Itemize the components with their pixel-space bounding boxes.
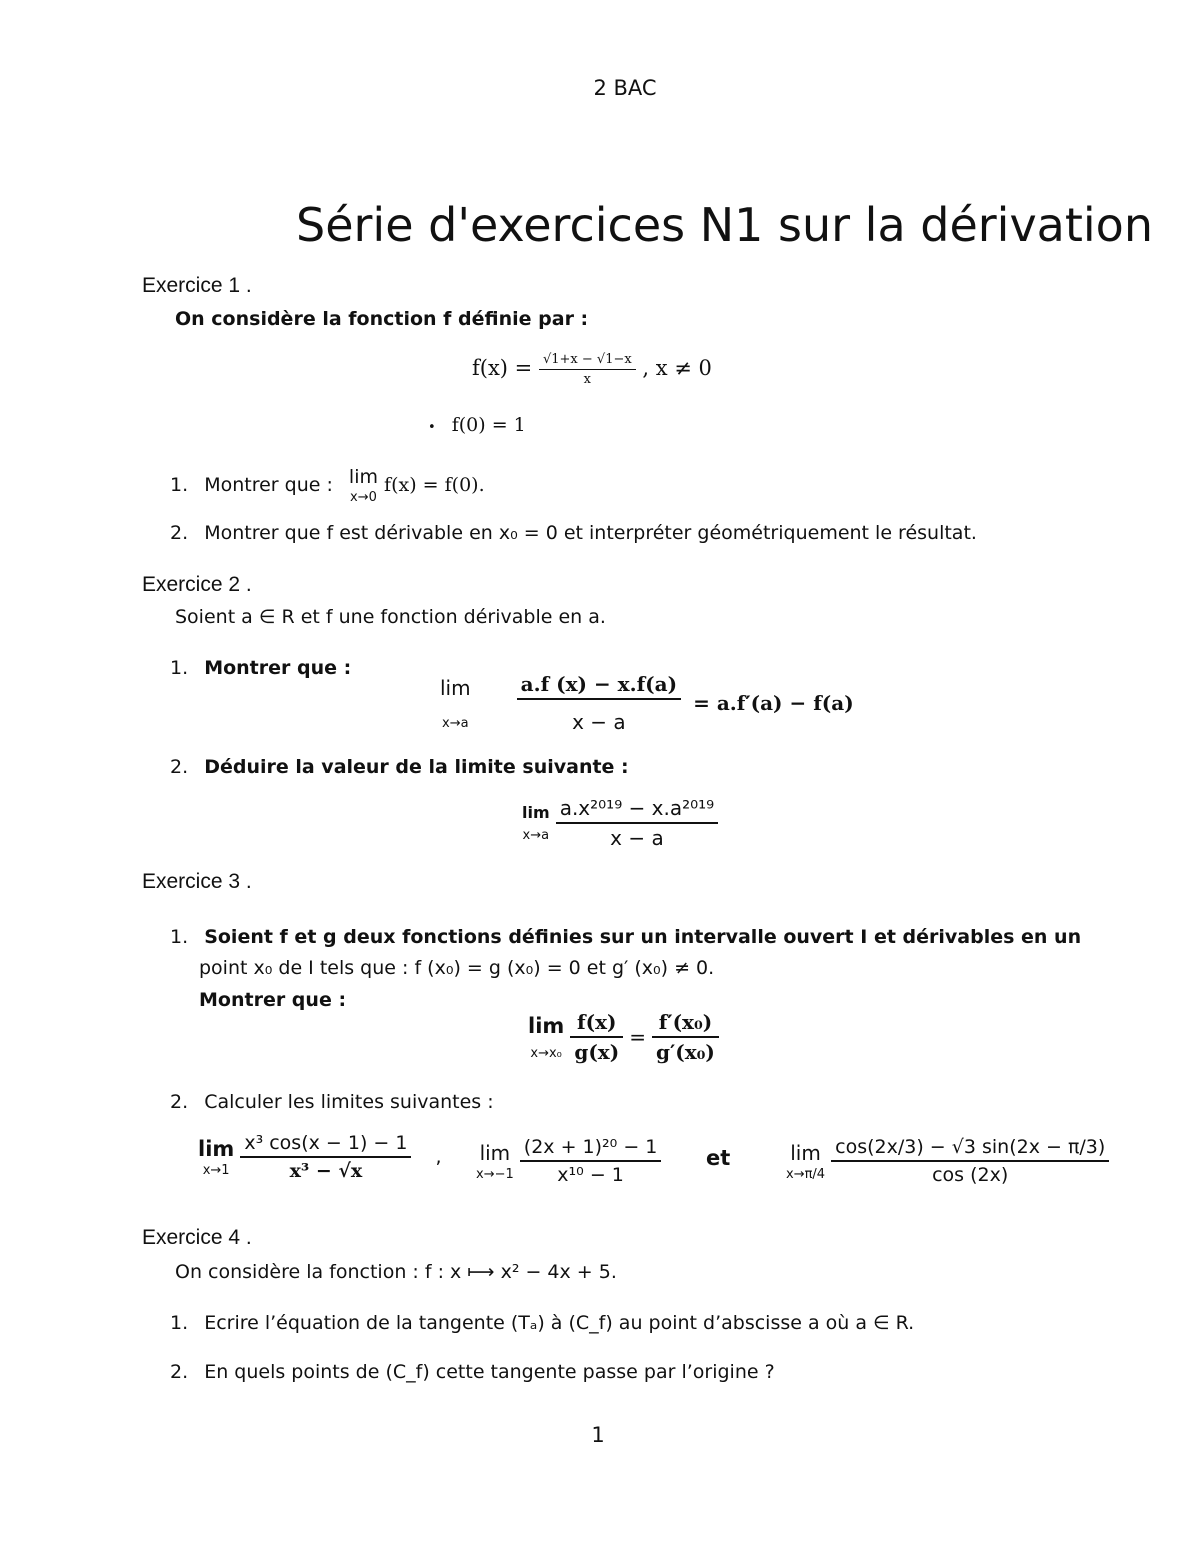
exercise2-q1 (170, 657, 351, 679)
q1-left-denominator: g(x) (574, 1040, 620, 1064)
q1-left-numerator: f(x) (570, 1010, 623, 1038)
limit-1-fraction (240, 1132, 411, 1182)
exercise4-q1 (170, 1312, 914, 1334)
exercise1-q2 (170, 522, 977, 544)
limit-2-fraction (520, 1136, 662, 1186)
lim-subscript: x→1 (202, 1162, 230, 1178)
q2-text: Calculer les limites suivantes : (204, 1091, 494, 1113)
exercise3-q1-text2: point x₀ de I tels que : f (x₀) = g (x₀) = 0 et g′ (x₀) ≠ 0. (199, 957, 715, 979)
exercise4-heading: Exercice 4 . (142, 1226, 252, 1249)
limit-1-lim (198, 1137, 234, 1178)
q2-number: 2. (170, 1091, 189, 1113)
and-word: et (706, 1146, 731, 1170)
def-numerator: √1+x − √1−x (539, 352, 636, 370)
page-title: Série d'exercices N1 sur la dérivation (296, 198, 1153, 252)
lim-subscript: x→a (522, 828, 550, 843)
exercise4-intro: On considère la fonction : f : x ⟼ x² − 4x + 5. (175, 1261, 617, 1283)
lim-subscript: x→a (442, 715, 469, 731)
q2-text: Déduire la valeur de la limite suivante : (204, 756, 629, 778)
exercise1-q1 (170, 466, 485, 505)
exercise3-q2 (170, 1091, 494, 1113)
lim-label: lim (348, 466, 378, 488)
lim-label: lim (198, 1136, 235, 1161)
q2-number: 2. (170, 1361, 189, 1383)
q1-text: Ecrire l’équation de la tangente (Tₐ) à (C_f) au point d’abscisse a où a ∈ R. (204, 1312, 915, 1334)
q2-text: Montrer que f est dérivable en x₀ = 0 et interpréter géométriquement le résultat. (204, 522, 977, 544)
q1-limit (528, 1014, 564, 1061)
lim-label: lim (790, 1140, 821, 1165)
exercise3-q1-formula (528, 1010, 719, 1064)
lim-label: lim (528, 1013, 565, 1038)
limit-2-denominator: x¹⁰ − 1 (557, 1164, 624, 1186)
limit-1 (198, 1132, 442, 1182)
exercise2-intro: Soient a ∈ R et f une fonction dérivable en a. (175, 606, 606, 628)
def-lhs: f(x) = (472, 356, 533, 380)
q1-right-denominator: g′(x₀) (656, 1040, 715, 1064)
lim-subscript: x→π/4 (786, 1166, 826, 1182)
exercise2-q1-formula (440, 672, 854, 734)
q1-number: 1. (170, 926, 189, 948)
limit-1-numerator: x³ cos(x − 1) − 1 (240, 1132, 411, 1158)
q2-limit (522, 803, 550, 843)
q1-expression: f(x) = f(0). (384, 474, 485, 496)
page-number: 1 (591, 1423, 605, 1447)
q2-numerator: a.x²⁰¹⁹ − x.a²⁰¹⁹ (556, 796, 719, 824)
limit-2-lim (476, 1141, 514, 1182)
limit-3-numerator: cos(2x/3) − √3 sin(2x − π/3) (831, 1136, 1109, 1162)
def-zero: f(0) = 1 (451, 414, 526, 436)
q2-denominator: x − a (610, 826, 664, 850)
q1-right-numerator: f′(x₀) (652, 1010, 719, 1038)
lim-subscript: x→0 (350, 490, 377, 505)
exercise2-q2-formula (522, 796, 718, 850)
q1-text: Soient f et g deux fonctions définies sur un intervalle ouvert I et dérivables en un (204, 926, 1082, 948)
lim-subscript: x→x₀ (530, 1045, 562, 1061)
q1-equals: = (629, 1025, 646, 1049)
bullet-icon: • (428, 420, 436, 435)
header-level: 2 BAC (593, 76, 657, 100)
lim-label: lim (522, 803, 550, 822)
exercise2-heading: Exercice 2 . (142, 573, 252, 596)
def-zero-line (428, 414, 526, 436)
limit-3 (786, 1136, 1109, 1186)
q1-number: 1. (170, 1312, 189, 1334)
lim-subscript: x→−1 (476, 1166, 514, 1182)
limit-1-denominator: x³ − √x (289, 1160, 363, 1182)
exercise1-intro: On considère la fonction f définie par : (175, 308, 589, 330)
exercise2-q2 (170, 756, 629, 778)
limit-3-fraction (831, 1136, 1109, 1186)
exercise3-heading: Exercice 3 . (142, 870, 252, 893)
q1-numerator: a.f (x) − x.f(a) (517, 672, 681, 700)
q2-text: En quels points de (C_f) cette tangente passe par l’origine ? (204, 1361, 775, 1383)
exercise3-q1-text3: Montrer que : (199, 989, 347, 1011)
q1-limit (349, 466, 378, 505)
lim-label: lim (479, 1140, 511, 1165)
q2-number: 2. (170, 756, 189, 778)
q1-text: Montrer que : (204, 474, 333, 496)
q1-denominator: x − a (572, 710, 626, 734)
exercise4-q2 (170, 1361, 775, 1383)
limit-2 (476, 1136, 661, 1186)
def-condition: , x ≠ 0 (642, 356, 712, 380)
q1-rhs: = a.f′(a) − f(a) (693, 691, 854, 715)
exercise1-definition (472, 352, 712, 387)
limit-3-denominator: cos (2x) (932, 1164, 1009, 1186)
q1-number: 1. (170, 474, 189, 496)
q1-fraction-left (570, 1010, 623, 1064)
q1-number: 1. (170, 657, 189, 679)
q1-fraction (517, 672, 681, 734)
exercise3-q1 (170, 926, 1081, 948)
lim-label: lim (440, 675, 471, 700)
limit-2-numerator: (2x + 1)²⁰ − 1 (520, 1136, 662, 1162)
def-fraction (539, 352, 636, 387)
limit-separator: , (435, 1146, 442, 1168)
q2-number: 2. (170, 522, 189, 544)
q1-limit (440, 676, 471, 731)
q1-fraction-right (652, 1010, 719, 1064)
def-denominator: x (583, 372, 591, 387)
limit-3-lim (786, 1141, 825, 1182)
q2-fraction (556, 796, 719, 850)
exercise1-heading: Exercice 1 . (142, 274, 252, 297)
q1-text: Montrer que : (204, 657, 352, 679)
